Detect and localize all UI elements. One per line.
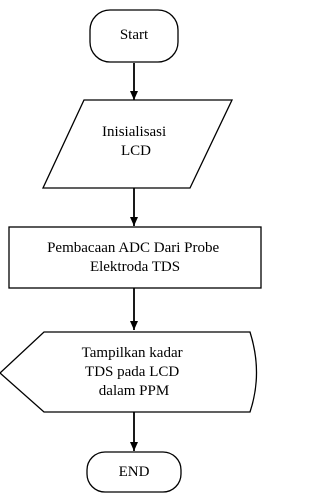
init-lcd-label-line-2: LCD — [121, 143, 151, 159]
init-lcd-node — [43, 100, 232, 188]
end-node — [87, 452, 181, 492]
display-tds-label-line-1: Tampilkan kadar — [81, 345, 183, 361]
end-label: END — [118, 464, 150, 481]
read-adc-node — [9, 227, 261, 288]
init-lcd-label-line-1: Inisialisasi — [102, 124, 167, 140]
start-node — [90, 10, 178, 62]
display-tds-label-line-2: TDS pada LCD — [85, 364, 180, 380]
read-adc-label-line-2: Elektroda TDS — [89, 259, 181, 275]
display-tds-node — [0, 332, 257, 412]
start-label: Start — [119, 27, 149, 44]
display-tds-label-line-3: dalam PPM — [98, 383, 170, 399]
read-adc-label-line-1: Pembacaan ADC Dari Probe — [47, 240, 220, 256]
read-adc-process-shape — [9, 227, 261, 288]
